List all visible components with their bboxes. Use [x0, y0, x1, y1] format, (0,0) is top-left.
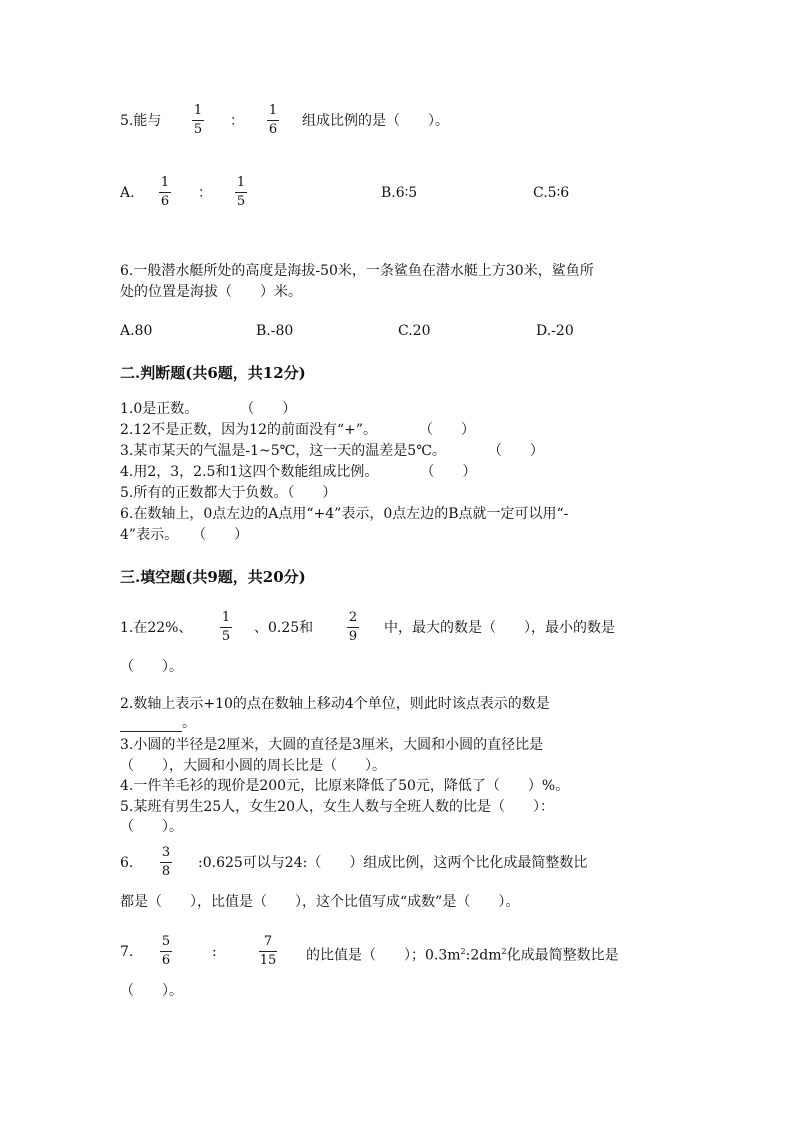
frac-den: 8	[161, 864, 171, 879]
q6-line-2: 处的位置是海拔（ ）米。	[120, 284, 302, 300]
judge-item-4: 4.用2，3，2.5和1这四个数能组成比例。 （ ）	[120, 464, 477, 480]
fill-q1-fraction-2	[344, 611, 362, 644]
superscript: 2	[501, 947, 507, 956]
frac-den: 6	[161, 953, 171, 968]
section-2-title: 二.判断题(共6题，共12分)	[120, 364, 306, 382]
answer-blank	[120, 717, 182, 732]
q5-frac-b-den: 6	[268, 122, 278, 137]
frac-den: 5	[221, 629, 231, 644]
fill-q1-part-b: 、0.25和	[254, 620, 314, 636]
fill-q7-label: 7.	[120, 944, 134, 960]
fill-q7-fraction-2	[256, 935, 280, 968]
frac-num: 2	[348, 610, 358, 625]
fill-q1-part-a: 1.在22%、	[120, 620, 193, 636]
fill-q6-line-2: 都是（ ），比值是（ ），这个比值写成“成数”是（ ）。	[120, 894, 520, 910]
frac-den: 9	[348, 629, 358, 644]
judge-item-2: 2.12不是正数，因为12的前面没有“+”。 （ ）	[120, 422, 476, 438]
judge-item-5: 5.所有的正数都大于负数。（ ）	[120, 485, 337, 501]
q5-option-a-fraction-1	[156, 176, 174, 209]
fill-q6-fraction	[157, 846, 175, 879]
fill-q7-fraction-1	[157, 935, 175, 968]
fill-q7-text-c: 化成最简整数比是	[506, 947, 619, 964]
q5-fraction-a	[189, 104, 207, 137]
frac-num: 3	[161, 845, 171, 860]
fill-q1-part-d: （ ）。	[120, 659, 183, 675]
fill-q7-line-1	[306, 943, 619, 965]
frac-den: 5	[236, 194, 246, 209]
frac-num: 5	[161, 934, 171, 949]
fill-q5-line-1: 5.某班有男生25人，女生20人，女生人数与全班人数的比是（ ）：	[120, 799, 554, 815]
fill-q6-line-1: :0.625可以与24:（ ）组成比例，这两个比化成最简整数比	[198, 855, 588, 871]
fill-q7-line-2: （ ）。	[120, 983, 183, 999]
section-3-title: 三.填空题(共9题，共20分)	[120, 568, 306, 586]
frac-den: 6	[160, 194, 170, 209]
superscript: 2	[460, 947, 466, 956]
frac-num: 1	[221, 610, 231, 625]
q6-option-b: B.-80	[256, 323, 294, 339]
judge-item-6-line-2: 4”表示。 （ ）	[120, 527, 249, 543]
fill-q5-line-2: （ ）。	[120, 819, 183, 835]
fill-q3-line-1: 3.小圆的半径是2厘米，大圆的直径是3厘米，大圆和小圆的直径比是	[120, 737, 544, 753]
q5-fraction-b	[264, 104, 282, 137]
q6-option-d: D.-20	[536, 323, 574, 339]
q5-colon: ：	[230, 113, 244, 129]
frac-den: 15	[259, 953, 277, 968]
fill-q7-text-a: 的比值是（ ）；0.3m	[306, 947, 461, 964]
q6-option-a: A.80	[120, 323, 153, 339]
fill-q7-text-b: :2dm	[465, 947, 502, 964]
q5-option-a-fraction-2	[232, 176, 250, 209]
q5-option-c: C.5∶6	[533, 185, 570, 201]
q6-option-c: C.20	[398, 323, 431, 339]
fill-q1-fraction-1	[217, 611, 235, 644]
fill-q2-line-1: 2.数轴上表示+10的点在数轴上移动4个单位，则此时该点表示的数是	[120, 696, 550, 712]
q5-suffix: 组成比例的是（ ）。	[302, 113, 449, 129]
q5-option-b: B.6∶5	[381, 185, 418, 201]
fill-q6-label: 6.	[120, 855, 134, 871]
q5-prefix: 5.能与	[120, 113, 162, 129]
judge-item-3: 3.某市某天的气温是-1~5℃，这一天的温差是5℃。 （ ）	[120, 443, 544, 459]
q5-frac-a-den: 5	[193, 122, 203, 137]
frac-num: 1	[236, 175, 246, 190]
judge-item-1: 1.0是正数。 （ ）	[120, 401, 297, 417]
q6-line-1: 6.一般潜水艇所处的高度是海拔-50米，一条鲨鱼在潜水艇上方30米，鲨鱼所	[120, 263, 594, 279]
q5-frac-a-num: 1	[193, 103, 203, 118]
fill-q3-line-2: （ ），大圆和小圆的周长比是（ ）。	[120, 758, 386, 774]
frac-num: 7	[263, 934, 273, 949]
q5-option-a-label: A.	[120, 185, 135, 201]
frac-num: 1	[160, 175, 170, 190]
q5-frac-b-num: 1	[268, 103, 278, 118]
fill-q2-answer-line	[120, 714, 196, 732]
fill-q4: 4.一件羊毛衫的现价是200元，比原来降低了50元，降低了（ ）%。	[120, 778, 570, 794]
judge-item-6-line-1: 6.在数轴上，0点左边的A点用“+4”表示，0点左边的B点就一定可以用“-	[120, 506, 569, 522]
fill-q1-part-c: 中，最大的数是（ ），最小的数是	[384, 620, 615, 636]
q5-option-a-colon: ：	[198, 185, 212, 201]
fill-q2-end: 。	[182, 715, 196, 731]
fill-q7-colon: :	[212, 944, 217, 960]
